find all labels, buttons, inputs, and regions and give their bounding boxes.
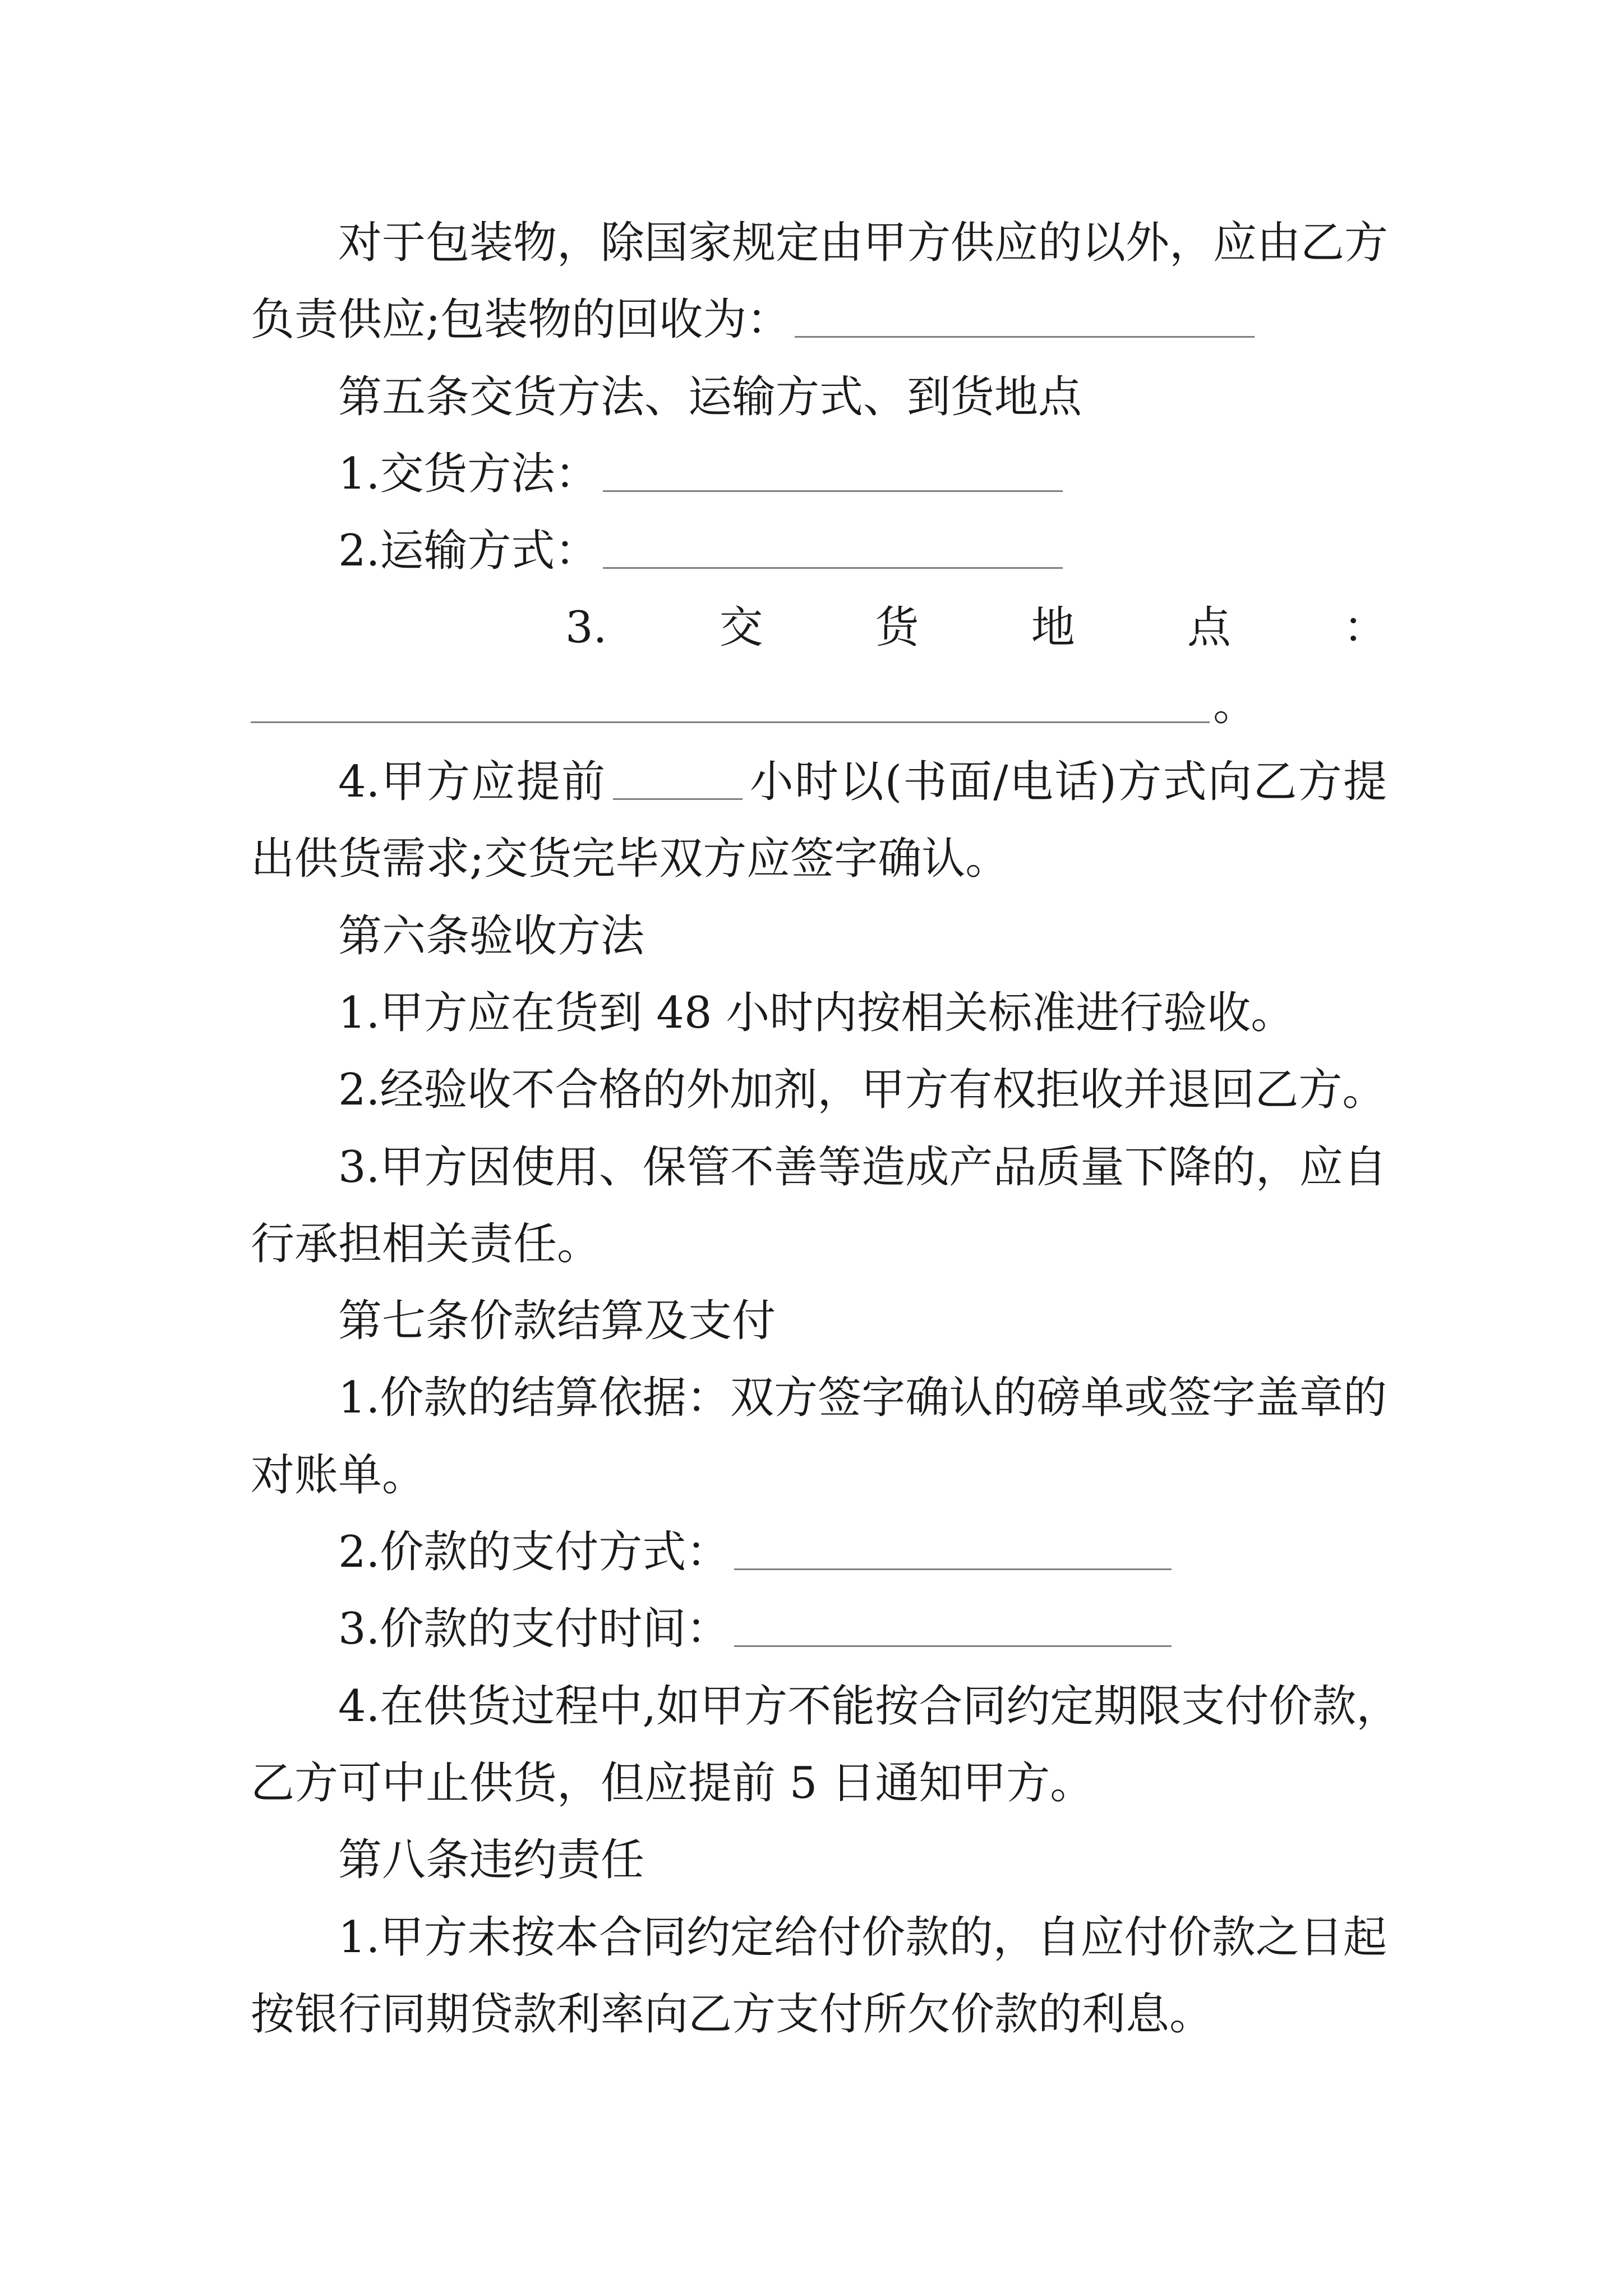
advance-notice-text-before: 4.甲方应提前 xyxy=(338,757,607,808)
fill-in-blank xyxy=(734,1645,1172,1647)
fill-in-blank xyxy=(603,567,1063,569)
fill-in-blank xyxy=(603,490,1063,492)
delivery-place-end-punctuation: 。 xyxy=(1213,679,1257,730)
fill-in-blank xyxy=(734,1568,1172,1570)
delivery-place-item xyxy=(251,590,1387,666)
breach-item-1: 1.甲方未按本合同约定给付价款的，自应付价款之日起 xyxy=(338,1912,1387,1963)
transport-method-item xyxy=(251,513,1387,590)
fill-in-blank xyxy=(613,798,743,800)
clause-5-title: 第五条交货方法、运输方式、到货地点 xyxy=(338,371,1082,422)
inspection-item-3: 3.甲方因使用、保管不善等造成产品质量下降的，应自 xyxy=(338,1142,1387,1193)
payment-method-label: 2.价款的支付方式： xyxy=(338,1527,730,1578)
delivery-place-label-part: ： xyxy=(1343,602,1387,654)
delivery-place-label-part: 点 xyxy=(1187,602,1231,654)
transport-method-label: 2.运输方式： xyxy=(338,526,599,577)
delivery-place-label-part: 交 xyxy=(719,602,763,654)
packaging-recovery-label: 负责供应;包装物的回收为： xyxy=(251,295,791,346)
supply-suspension-continued: 乙方可中止供货，但应提前 5 日通知甲方。 xyxy=(251,1757,1094,1809)
supply-suspension-item: 4.在供货过程中,如甲方不能按合同约定期限支付价款， xyxy=(338,1681,1400,1732)
advance-notice-continued: 出供货需求;交货完毕双方应签字确认。 xyxy=(251,834,1009,885)
payment-time-item xyxy=(251,1591,1387,1668)
settlement-basis-item: 1.价款的结算依据：双方签字确认的磅单或签字盖章的 xyxy=(338,1373,1387,1424)
clause-8-title: 第八条违约责任 xyxy=(338,1835,645,1886)
delivery-place-label-part: 货 xyxy=(875,602,919,654)
settlement-basis-continued: 对账单。 xyxy=(251,1450,426,1501)
clause-7-title: 第七条价款结算及支付 xyxy=(338,1296,776,1347)
payment-method-item xyxy=(251,1514,1387,1591)
inspection-item-3-continued: 行承担相关责任。 xyxy=(251,1218,601,1269)
advance-notice-text-after: 小时以(书面/电话)方式向乙方提 xyxy=(748,757,1387,808)
inspection-item-1: 1.甲方应在货到 48 小时内按相关标准进行验收。 xyxy=(338,987,1295,1038)
delivery-place-blank-line xyxy=(251,667,1387,744)
delivery-place-label-part: 地 xyxy=(1031,602,1075,654)
delivery-place-label-part: 3. xyxy=(565,602,607,654)
advance-notice-item xyxy=(251,744,1387,821)
packaging-text-line: 对于包装物，除国家规定由甲方供应的以外，应由乙方 xyxy=(338,218,1389,268)
inspection-item-2: 2.经验收不合格的外加剂，甲方有权拒收并退回乙方。 xyxy=(338,1065,1386,1116)
fill-in-blank xyxy=(251,721,1210,723)
breach-item-1-continued: 按银行同期贷款利率向乙方支付所欠价款的利息。 xyxy=(251,1989,1214,2040)
payment-time-label: 3.价款的支付时间： xyxy=(338,1604,730,1655)
delivery-method-item xyxy=(251,436,1387,513)
contract-body xyxy=(251,205,1400,2053)
delivery-method-label: 1.交货方法： xyxy=(338,448,599,499)
packaging-recovery-line xyxy=(251,282,1387,358)
fill-in-blank xyxy=(795,336,1255,338)
clause-6-title: 第六条验收方法 xyxy=(338,910,645,961)
